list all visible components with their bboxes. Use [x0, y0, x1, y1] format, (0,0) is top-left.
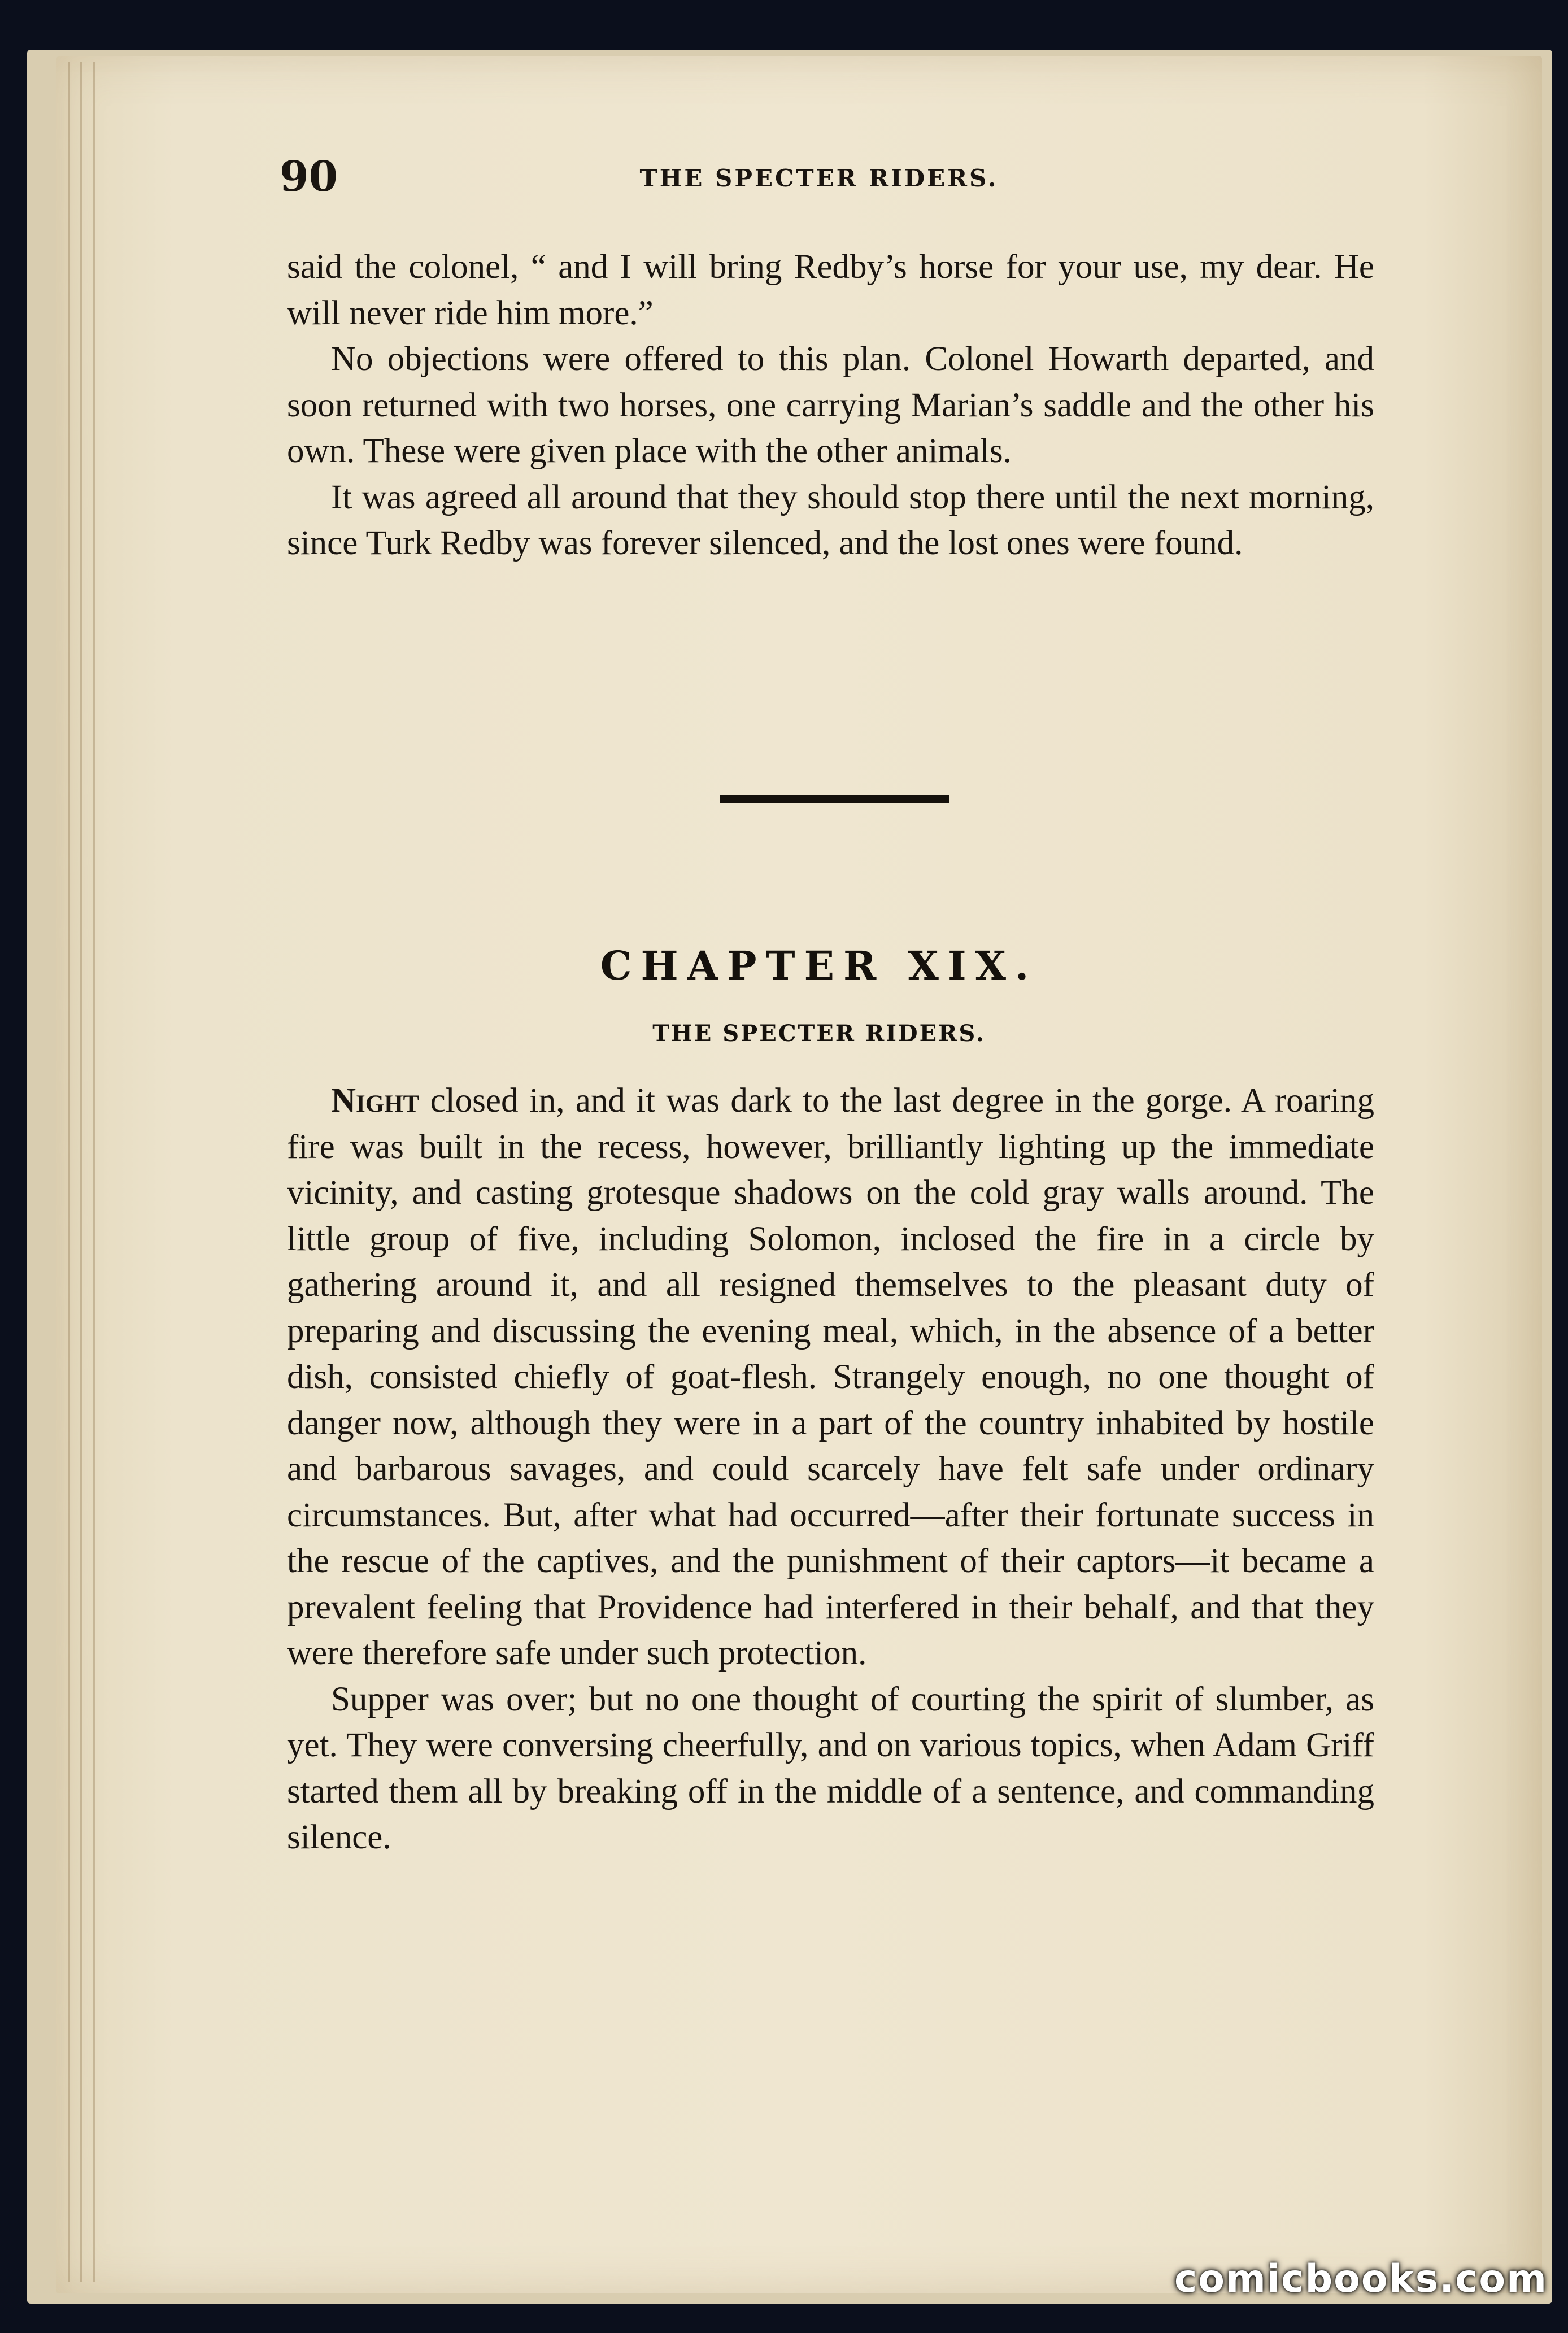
paragraph: It was agreed all around that they should stop there until the next morning, since Turk Redby was forever silenced, and the lost ones were found. [287, 478, 1374, 562]
paragraph-text: closed in, and it was dark to the last degree in the gorge. A roaring fire was built in the recess, however, brilliantly lighting up the immediate vicinity, and casting grotesque shadows on the cold gray walls around. The little group of five, including Solomon, inclosed the fire in a circle by gathering around it, and all resigned themselves to the pleasant duty of preparing and discussing the evening meal, which, in the absence of a better dish, consisted chiefly of goat-flesh. Strangely enough, no one thought of danger now, although they were in a part of the country inhabited by hostile and barbarous savages, and could scarcely have felt safe under ordinary circumstances. But, after what had occurred—after their fortunate success in the rescue of the captives, and the punishment of their captors—it became a prevalent feeling that Providence had interfered in their behalf, and that they were therefore safe under such protection. [287, 1082, 1374, 1672]
paragraph: No objections were offered to this plan. Colonel Howarth departed, and soon returned with two horses, one carrying Marian’s saddle and the other his own. These were given place with the other animals. [287, 340, 1374, 470]
top-text-block [287, 244, 1374, 567]
paragraph [287, 1078, 1374, 1677]
page-number: 90 [280, 153, 338, 201]
page-leaf-edge [80, 62, 82, 2282]
page-leaf-edge [93, 62, 95, 2282]
chapter-title: CHAPTER XIX. [600, 942, 1038, 989]
watermark: comicbooks.com [1174, 2257, 1548, 2301]
page-header [0, 151, 1568, 202]
chapter-subtitle: THE SPECTER RIDERS. [652, 1020, 986, 1047]
paragraph: Supper was over; but no one thought of courting the spirit of slumber, as yet. They were conversing cheerfully, and on various topics, when Adam Griff started them all by breaking off in the middle of a sentence, and commanding silence. [287, 1680, 1374, 1856]
running-head: THE SPECTER RIDERS. [639, 164, 999, 192]
page-leaf-edge [68, 62, 70, 2282]
chapter-body [287, 1078, 1374, 1861]
section-divider [720, 795, 949, 803]
drop-word: Night [331, 1082, 420, 1120]
paragraph: said the colonel, “ and I will bring Redby’s horse for your use, my dear. He will never ride him more.” [287, 248, 1374, 332]
